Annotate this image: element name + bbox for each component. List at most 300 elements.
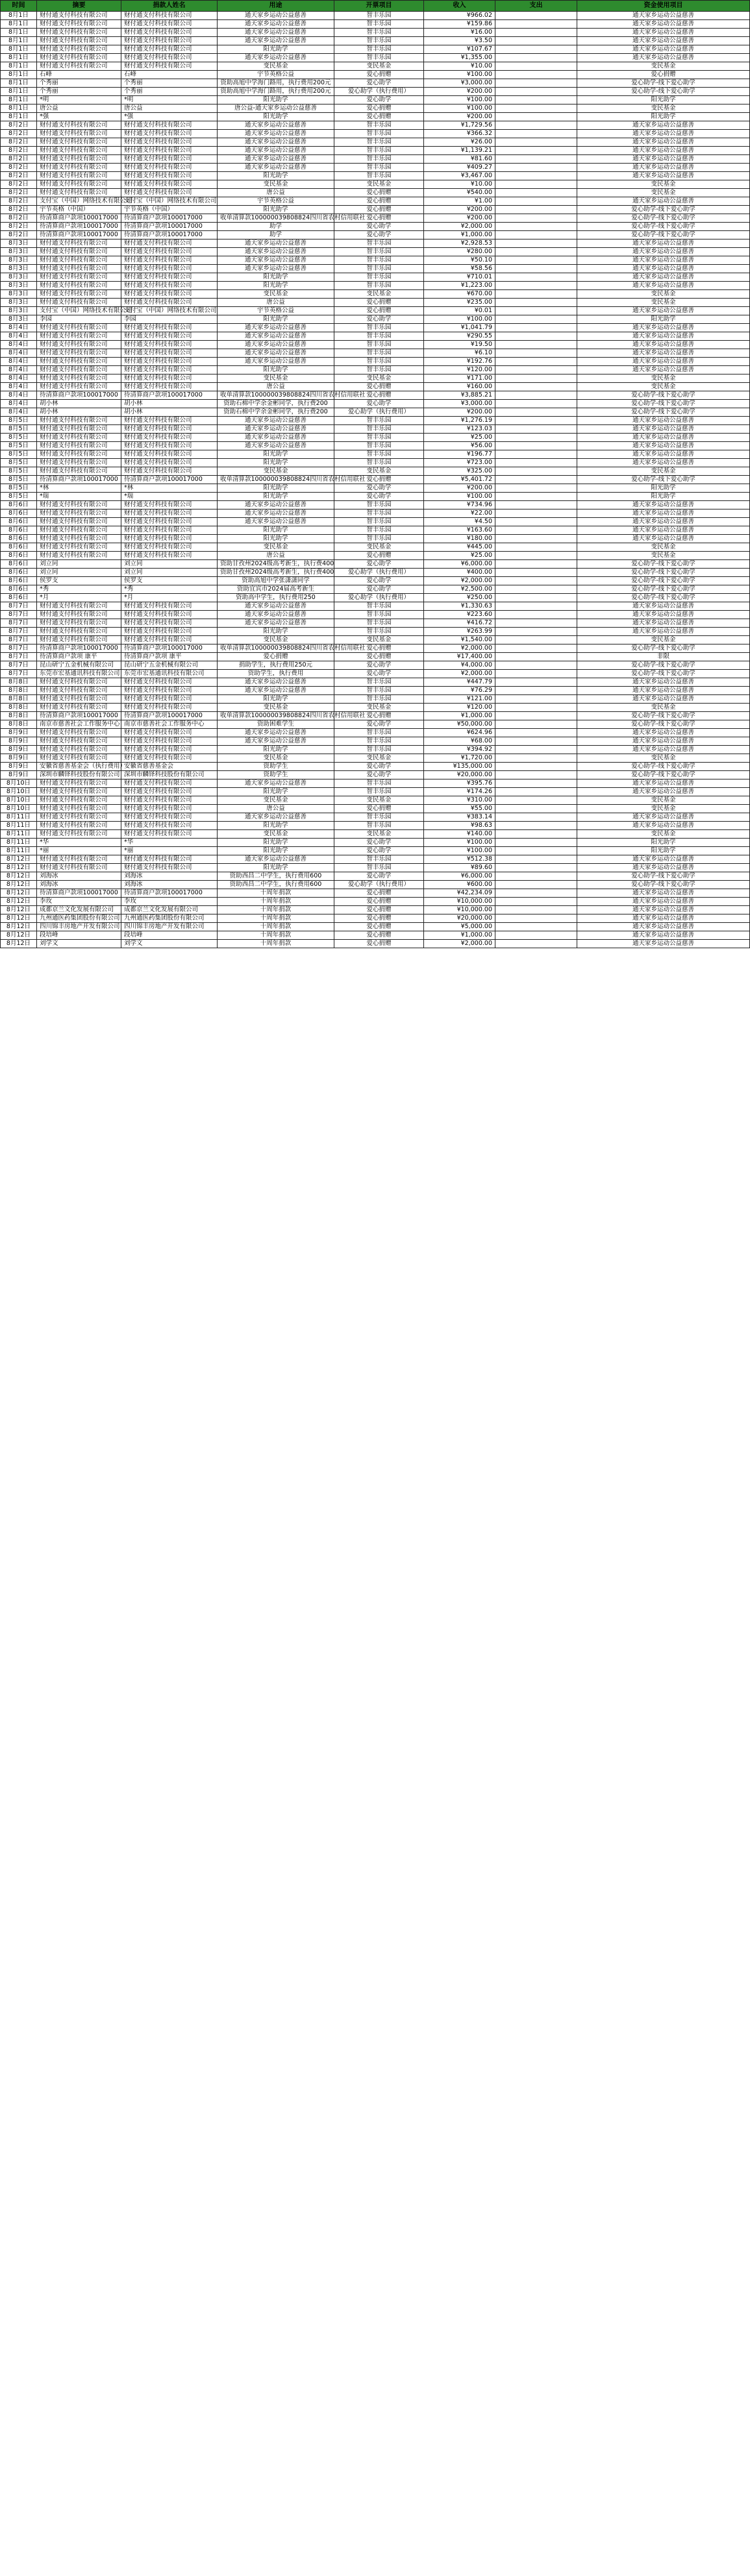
cell-invoice-item: 变民基金	[334, 467, 424, 476]
cell-purpose: 资助学生	[218, 763, 334, 771]
cell-summary: *秀	[37, 585, 121, 594]
table-row	[1, 493, 750, 501]
cell-purpose: 阳光助学	[218, 484, 334, 493]
cell-expense	[495, 813, 577, 822]
cell-income: ¥100.00	[424, 96, 495, 104]
cell-income: ¥200.00	[424, 484, 495, 493]
cell-summary: 待清算商户款项100017000	[37, 391, 121, 400]
cell-summary: 财付通支付科技有限公司	[37, 855, 121, 864]
cell-invoice-item: 变民基金	[334, 374, 424, 383]
cell-fund-project: 通天家乡运动公益慈善	[577, 197, 750, 206]
cell-invoice-item: 爱心捐赠	[334, 712, 424, 720]
cell-fund-project: 通天家乡运动公益慈善	[577, 155, 750, 164]
cell-fund-project: 通天家乡运动公益慈善	[577, 509, 750, 518]
cell-purpose: 阳光助学	[218, 315, 334, 324]
cell-date: 8月12日	[1, 914, 37, 923]
cell-invoice-item: 变民基金	[334, 180, 424, 189]
table-row	[1, 830, 750, 839]
cell-summary: 刘立同	[37, 569, 121, 577]
cell-invoice-item: 爱心捐赠	[334, 940, 424, 948]
cell-invoice-item: 智丰乐园	[334, 526, 424, 535]
table-row	[1, 408, 750, 417]
cell-date: 8月2日	[1, 180, 37, 189]
cell-donor: *月	[121, 594, 218, 602]
cell-expense	[495, 147, 577, 155]
cell-invoice-item: 爱心助学	[334, 577, 424, 585]
table-row	[1, 155, 750, 164]
cell-donor: 财付通支付科技有限公司	[121, 628, 218, 636]
cell-donor: 财付通支付科技有限公司	[121, 678, 218, 687]
cell-date: 8月2日	[1, 147, 37, 155]
cell-income: ¥1,330.63	[424, 602, 495, 611]
cell-donor: 财付通支付科技有限公司	[121, 45, 218, 54]
cell-fund-project: 阳光助学	[577, 484, 750, 493]
table-row	[1, 231, 750, 239]
cell-donor: 财付通支付科技有限公司	[121, 704, 218, 712]
table-row	[1, 180, 750, 189]
cell-invoice-item: 爱心捐赠	[334, 644, 424, 653]
cell-date: 8月6日	[1, 535, 37, 543]
cell-purpose: 通天家乡运动公益慈善	[218, 130, 334, 138]
cell-expense	[495, 206, 577, 214]
cell-income: ¥100.00	[424, 315, 495, 324]
cell-expense	[495, 746, 577, 754]
cell-expense	[495, 164, 577, 172]
cell-fund-project: 通天家乡运动公益慈善	[577, 898, 750, 906]
table-row	[1, 358, 750, 366]
cell-summary: 财付通支付科技有限公司	[37, 332, 121, 341]
cell-summary: 李玫	[37, 898, 121, 906]
table-row	[1, 29, 750, 37]
cell-fund-project: 变民基金	[577, 796, 750, 805]
cell-donor: 财付通支付科技有限公司	[121, 611, 218, 619]
table-row	[1, 720, 750, 729]
cell-purpose: 唐公益	[218, 805, 334, 813]
table-row	[1, 239, 750, 248]
cell-donor: *明	[121, 96, 218, 104]
cell-income: ¥159.86	[424, 20, 495, 29]
cell-expense	[495, 712, 577, 720]
cell-income: ¥200.00	[424, 113, 495, 121]
cell-donor: 财付通支付科技有限公司	[121, 442, 218, 450]
cell-purpose: 十周年捐款	[218, 906, 334, 914]
table-row	[1, 822, 750, 830]
cell-fund-project: 变民基金	[577, 805, 750, 813]
cell-income: ¥3,467.00	[424, 172, 495, 180]
cell-donor: 财付通支付科技有限公司	[121, 299, 218, 307]
cell-donor: 财付通支付科技有限公司	[121, 796, 218, 805]
table-row	[1, 560, 750, 569]
cell-income: ¥100.00	[424, 847, 495, 855]
cell-date: 8月1日	[1, 96, 37, 104]
cell-donor: 财付通支付科技有限公司	[121, 746, 218, 754]
cell-donor: 财付通支付科技有限公司	[121, 265, 218, 273]
cell-income: ¥310.00	[424, 796, 495, 805]
cell-fund-project: 通天家乡运动公益慈善	[577, 256, 750, 265]
cell-income: ¥10,000.00	[424, 906, 495, 914]
cell-invoice-item: 爱心助学	[334, 315, 424, 324]
table-row	[1, 290, 750, 299]
cell-expense	[495, 256, 577, 265]
cell-fund-project: 通天家乡运动公益慈善	[577, 434, 750, 442]
cell-expense	[495, 788, 577, 796]
cell-summary: 财付通支付科技有限公司	[37, 366, 121, 374]
cell-date: 8月12日	[1, 898, 37, 906]
cell-fund-project: 通天家乡运动公益慈善	[577, 535, 750, 543]
cell-donor: *林	[121, 484, 218, 493]
cell-summary: 财付通支付科技有限公司	[37, 299, 121, 307]
cell-purpose: 通天家乡运动公益慈善	[218, 501, 334, 509]
cell-invoice-item: 智丰乐园	[334, 29, 424, 37]
cell-summary: *丽	[37, 847, 121, 855]
cell-donor: 四川锦丰房地产开发有限公司	[121, 923, 218, 931]
cell-donor: 财付通支付科技有限公司	[121, 324, 218, 332]
cell-fund-project: 通天家乡运动公益慈善	[577, 307, 750, 315]
cell-income: ¥42,234.09	[424, 889, 495, 898]
cell-expense	[495, 29, 577, 37]
table-row	[1, 552, 750, 560]
cell-fund-project: 阳光助学	[577, 315, 750, 324]
cell-purpose: 通天家乡运动公益慈善	[218, 779, 334, 788]
cell-date: 8月12日	[1, 931, 37, 940]
cell-expense	[495, 450, 577, 459]
cell-summary: 待清算商户款项100017000	[37, 644, 121, 653]
col-header-expense: 支出	[495, 1, 577, 12]
cell-fund-project: 通天家乡运动公益慈善	[577, 518, 750, 526]
cell-purpose: 通天家乡运动公益慈善	[218, 737, 334, 746]
cell-fund-project: 变民基金	[577, 552, 750, 560]
cell-summary: 财付通支付科技有限公司	[37, 374, 121, 383]
cell-invoice-item: 爱心捐赠	[334, 307, 424, 315]
cell-invoice-item: 爱心助学	[334, 872, 424, 881]
cell-expense	[495, 408, 577, 417]
cell-purpose: 通天家乡运动公益慈善	[218, 121, 334, 130]
cell-summary: 唐公益	[37, 104, 121, 113]
cell-expense	[495, 315, 577, 324]
cell-donor: 财付通支付科技有限公司	[121, 805, 218, 813]
cell-expense	[495, 661, 577, 670]
cell-donor: 成都京兰文化发展有限公司	[121, 906, 218, 914]
cell-date: 8月1日	[1, 79, 37, 88]
table-row	[1, 906, 750, 914]
cell-invoice-item: 变民基金	[334, 830, 424, 839]
cell-purpose: 阳光助学	[218, 113, 334, 121]
cell-income: ¥394.92	[424, 746, 495, 754]
cell-date: 8月4日	[1, 332, 37, 341]
cell-expense	[495, 754, 577, 763]
cell-donor: 侯罗支	[121, 577, 218, 585]
cell-purpose: 资助学生	[218, 771, 334, 779]
cell-fund-project: 通天家乡运动公益慈善	[577, 349, 750, 358]
cell-purpose: 阳光助学	[218, 96, 334, 104]
cell-date: 8月9日	[1, 754, 37, 763]
cell-expense	[495, 121, 577, 130]
cell-summary: 财付通支付科技有限公司	[37, 37, 121, 45]
cell-purpose: 变民基金	[218, 62, 334, 71]
cell-invoice-item: 爱心助学	[334, 720, 424, 729]
cell-income: ¥68.00	[424, 737, 495, 746]
cell-date: 8月11日	[1, 813, 37, 822]
cell-summary: 财付通支付科技有限公司	[37, 830, 121, 839]
cell-fund-project: 通天家乡运动公益慈善	[577, 248, 750, 256]
col-header-income: 收入	[424, 1, 495, 12]
cell-income: ¥966.02	[424, 12, 495, 20]
cell-purpose: 阳光助学	[218, 535, 334, 543]
cell-fund-project: 通天家乡运动公益慈善	[577, 45, 750, 54]
cell-income: ¥6,000.00	[424, 560, 495, 569]
cell-summary: 刘海冰	[37, 872, 121, 881]
cell-summary: 待清算商户款项100017000	[37, 889, 121, 898]
cell-date: 8月4日	[1, 408, 37, 417]
cell-summary: 财付通支付科技有限公司	[37, 467, 121, 476]
cell-date: 8月4日	[1, 341, 37, 349]
cell-fund-project: 变民基金	[577, 62, 750, 71]
cell-income: ¥1,223.00	[424, 282, 495, 290]
cell-donor: 财付通支付科技有限公司	[121, 130, 218, 138]
table-row	[1, 164, 750, 172]
cell-income: ¥50,000.00	[424, 720, 495, 729]
cell-summary: 财付通支付科技有限公司	[37, 248, 121, 256]
cell-purpose: 通天家乡运动公益慈善	[218, 358, 334, 366]
cell-expense	[495, 585, 577, 594]
table-row	[1, 391, 750, 400]
cell-donor: 财付通支付科技有限公司	[121, 535, 218, 543]
cell-income: ¥20,000.00	[424, 914, 495, 923]
cell-invoice-item: 爱心助学	[334, 839, 424, 847]
table-row	[1, 695, 750, 704]
cell-invoice-item: 爱心助学	[334, 763, 424, 771]
table-row	[1, 383, 750, 391]
cell-invoice-item: 智丰乐园	[334, 324, 424, 332]
table-row	[1, 923, 750, 931]
table-row	[1, 611, 750, 619]
cell-invoice-item: 爱心捐赠	[334, 889, 424, 898]
cell-purpose: 十周年捐款	[218, 940, 334, 948]
cell-income: ¥100.00	[424, 104, 495, 113]
cell-date: 8月2日	[1, 206, 37, 214]
cell-summary: 财付通支付科技有限公司	[37, 746, 121, 754]
cell-date: 8月6日	[1, 552, 37, 560]
cell-summary: 财付通支付科技有限公司	[37, 62, 121, 71]
cell-fund-project: 变民基金	[577, 189, 750, 197]
cell-invoice-item: 智丰乐园	[334, 20, 424, 29]
cell-date: 8月8日	[1, 712, 37, 720]
cell-purpose: 唐公益-通天家乡运动公益慈善	[218, 104, 334, 113]
cell-date: 8月4日	[1, 349, 37, 358]
cell-summary: 财付通支付科技有限公司	[37, 552, 121, 560]
cell-purpose: 变民基金	[218, 754, 334, 763]
cell-invoice-item: 爱心捐赠	[334, 214, 424, 223]
cell-expense	[495, 79, 577, 88]
cell-purpose: 资助石棉中学余金彬同学，执行费200	[218, 400, 334, 408]
cell-expense	[495, 180, 577, 189]
cell-purpose: 变民基金	[218, 796, 334, 805]
cell-donor: 财付通支付科技有限公司	[121, 754, 218, 763]
cell-income: ¥1.00	[424, 197, 495, 206]
table-row	[1, 425, 750, 434]
cell-income: ¥3.50	[424, 37, 495, 45]
cell-purpose: 阳光助学	[218, 864, 334, 872]
cell-summary: 安徽省慈善基金会（执行费用）	[37, 763, 121, 771]
cell-expense	[495, 96, 577, 104]
table-row	[1, 130, 750, 138]
table-row	[1, 37, 750, 45]
cell-income: ¥10,000.00	[424, 898, 495, 906]
cell-income: ¥2,000.00	[424, 644, 495, 653]
cell-invoice-item: 爱心助学	[334, 96, 424, 104]
cell-date: 8月8日	[1, 678, 37, 687]
cell-invoice-item: 智丰乐园	[334, 155, 424, 164]
cell-date: 8月10日	[1, 805, 37, 813]
cell-date: 8月9日	[1, 771, 37, 779]
cell-date: 8月2日	[1, 214, 37, 223]
cell-purpose: 通天家乡运动公益慈善	[218, 37, 334, 45]
cell-donor: *瑞	[121, 493, 218, 501]
cell-fund-project: 爱心助学-线下爱心助学	[577, 400, 750, 408]
cell-fund-project: 通天家乡运动公益慈善	[577, 788, 750, 796]
table-row	[1, 509, 750, 518]
cell-date: 8月9日	[1, 737, 37, 746]
cell-date: 8月10日	[1, 788, 37, 796]
cell-donor: 财付通支付科技有限公司	[121, 830, 218, 839]
cell-summary: *明	[37, 96, 121, 104]
cell-summary: 财付通支付科技有限公司	[37, 687, 121, 695]
cell-summary: 财付通支付科技有限公司	[37, 459, 121, 467]
cell-fund-project: 通天家乡运动公益慈善	[577, 12, 750, 20]
cell-purpose: 唐公益	[218, 299, 334, 307]
cell-fund-project: 通天家乡运动公益慈善	[577, 729, 750, 737]
cell-purpose: 资助高旭中学海门路用，执行费用200元	[218, 88, 334, 96]
cell-income: ¥445.00	[424, 543, 495, 552]
cell-purpose: 变民基金	[218, 543, 334, 552]
cell-summary: 财付通支付科技有限公司	[37, 619, 121, 628]
table-row	[1, 54, 750, 62]
cell-expense	[495, 906, 577, 914]
cell-donor: 财付通支付科技有限公司	[121, 813, 218, 822]
table-row	[1, 779, 750, 788]
cell-date: 8月4日	[1, 358, 37, 366]
table-row	[1, 366, 750, 374]
cell-purpose: 变民基金	[218, 374, 334, 383]
cell-expense	[495, 594, 577, 602]
cell-purpose: 宇节英格公益	[218, 71, 334, 79]
table-row	[1, 147, 750, 155]
table-row	[1, 214, 750, 223]
table-row	[1, 712, 750, 720]
cell-income: ¥235.00	[424, 299, 495, 307]
cell-purpose: 阳光助学	[218, 839, 334, 847]
cell-income: ¥200.00	[424, 408, 495, 417]
cell-purpose: 阳光助学	[218, 172, 334, 180]
cell-purpose: 资助宜宾市2024届高考新生	[218, 585, 334, 594]
cell-expense	[495, 737, 577, 746]
cell-expense	[495, 374, 577, 383]
cell-expense	[495, 265, 577, 273]
cell-donor: 财付通支付科技有限公司	[121, 822, 218, 830]
table-row	[1, 307, 750, 315]
cell-donor: 待清算商户款项100017000	[121, 476, 218, 484]
cell-fund-project: 通天家乡运动公益慈善	[577, 931, 750, 940]
cell-donor: 财付通支付科技有限公司	[121, 417, 218, 425]
cell-income: ¥123.03	[424, 425, 495, 434]
cell-fund-project: 通天家乡运动公益慈善	[577, 813, 750, 822]
cell-summary: 财付通支付科技有限公司	[37, 138, 121, 147]
cell-invoice-item: 爱心捐赠	[334, 299, 424, 307]
cell-summary: 财付通支付科技有限公司	[37, 282, 121, 290]
cell-date: 8月11日	[1, 847, 37, 855]
cell-donor: 财付通支付科技有限公司	[121, 138, 218, 147]
cell-purpose: 变民基金	[218, 180, 334, 189]
cell-donor: 财付通支付科技有限公司	[121, 788, 218, 796]
table-row	[1, 569, 750, 577]
cell-donor: 昆山研宁五金机械有限公司	[121, 661, 218, 670]
cell-fund-project: 通天家乡运动公益慈善	[577, 121, 750, 130]
cell-summary: 财付通支付科技有限公司	[37, 442, 121, 450]
cell-income: ¥1,720.00	[424, 754, 495, 763]
cell-invoice-item: 爱心捐赠	[334, 113, 424, 121]
cell-summary: 刘立同	[37, 560, 121, 569]
cell-invoice-item: 爱心助学	[334, 400, 424, 408]
cell-income: ¥200.00	[424, 214, 495, 223]
cell-purpose: 阳光助学	[218, 206, 334, 214]
cell-date: 8月2日	[1, 121, 37, 130]
table-row	[1, 746, 750, 754]
cell-date: 8月5日	[1, 493, 37, 501]
cell-fund-project: 变民基金	[577, 754, 750, 763]
table-row	[1, 763, 750, 771]
cell-invoice-item: 智丰乐园	[334, 366, 424, 374]
cell-income: ¥2,928.53	[424, 239, 495, 248]
cell-income: ¥670.00	[424, 290, 495, 299]
cell-summary: 财付通支付科技有限公司	[37, 265, 121, 273]
cell-income: ¥5,000.00	[424, 923, 495, 931]
cell-summary: 财付通支付科技有限公司	[37, 290, 121, 299]
cell-expense	[495, 484, 577, 493]
cell-invoice-item: 爱心助学	[334, 661, 424, 670]
cell-donor: 财付通支付科技有限公司	[121, 62, 218, 71]
table-row	[1, 813, 750, 822]
cell-purpose: 唐公益	[218, 383, 334, 391]
cell-donor: 财付通支付科技有限公司	[121, 687, 218, 695]
cell-fund-project: 爱心助学-线下爱心助学	[577, 79, 750, 88]
cell-expense	[495, 189, 577, 197]
cell-invoice-item: 爱心捐赠	[334, 383, 424, 391]
cell-date: 8月3日	[1, 290, 37, 299]
cell-purpose: 唐公益	[218, 552, 334, 560]
cell-expense	[495, 864, 577, 872]
cell-expense	[495, 914, 577, 923]
cell-invoice-item: 智丰乐园	[334, 501, 424, 509]
cell-purpose: 通天家乡运动公益慈善	[218, 349, 334, 358]
cell-summary: *强	[37, 113, 121, 121]
cell-summary: 东莞市宏基通讯科技有限公司	[37, 670, 121, 678]
cell-purpose: 通天家乡运动公益慈善	[218, 54, 334, 62]
cell-expense	[495, 434, 577, 442]
cell-donor: 财付通支付科技有限公司	[121, 180, 218, 189]
cell-expense	[495, 518, 577, 526]
cell-expense	[495, 130, 577, 138]
cell-income: ¥1,276.19	[424, 417, 495, 425]
table-row	[1, 771, 750, 779]
cell-invoice-item: 智丰乐园	[334, 147, 424, 155]
cell-expense	[495, 822, 577, 830]
cell-invoice-item: 智丰乐园	[334, 687, 424, 695]
cell-fund-project: 变民基金	[577, 830, 750, 839]
cell-donor: 段培峰	[121, 931, 218, 940]
cell-fund-project: 通天家乡运动公益慈善	[577, 366, 750, 374]
cell-expense	[495, 332, 577, 341]
cell-purpose: 通天家乡运动公益慈善	[218, 20, 334, 29]
